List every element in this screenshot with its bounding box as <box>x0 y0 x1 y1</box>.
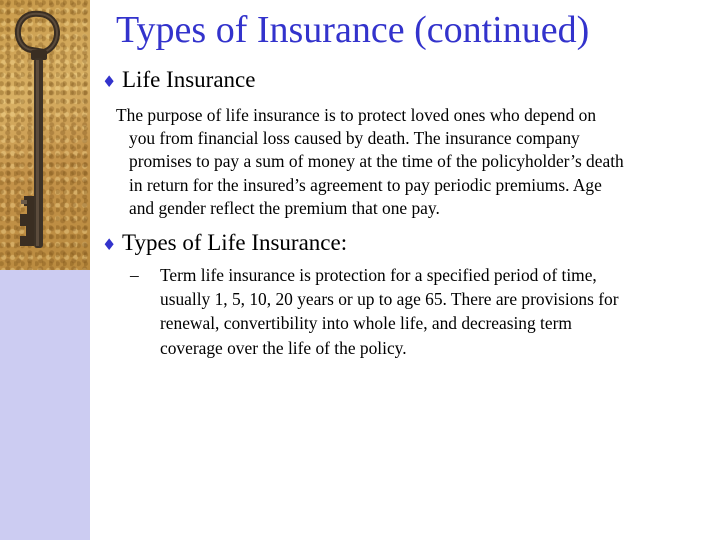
key-photo <box>0 0 90 270</box>
bullet-text: Life Insurance <box>122 67 256 92</box>
sub-bullet-line: usually 1, 5, 10, 20 years or up to age 65. There are provisions for <box>160 289 619 310</box>
old-key-icon <box>0 0 90 270</box>
paragraph-line: in return for the insured’s agreement to pay periodic premiums. Age <box>129 174 602 195</box>
sub-bullet-line: Term life insurance is protection for a specified period of time, <box>160 265 597 285</box>
life-insurance-paragraph <box>116 104 716 220</box>
bullet-life-insurance <box>102 66 255 94</box>
slide-title: Types of Insurance (continued) <box>116 9 590 51</box>
dash-bullet-icon: – <box>130 265 139 285</box>
paragraph-line: promises to pay a sum of money at the time of the policyholder’s death <box>129 151 624 172</box>
paragraph-line: and gender reflect the premium that one pay. <box>129 197 440 218</box>
bullet-types-of-life-insurance <box>102 229 347 257</box>
diamond-bullet-icon: ♦ <box>102 72 117 91</box>
sub-bullet-line: coverage over the life of the policy. <box>160 337 407 358</box>
sub-bullet-term-life <box>130 263 710 360</box>
diamond-bullet-icon: ♦ <box>102 235 117 254</box>
paragraph-line: The purpose of life insurance is to protect loved ones who depend on <box>116 105 597 125</box>
paragraph-line: you from financial loss caused by death. The insurance company <box>129 128 580 149</box>
sub-bullet-line: renewal, convertibility into whole life, and decreasing term <box>160 313 572 334</box>
bullet-text: Types of Life Insurance: <box>122 230 348 255</box>
